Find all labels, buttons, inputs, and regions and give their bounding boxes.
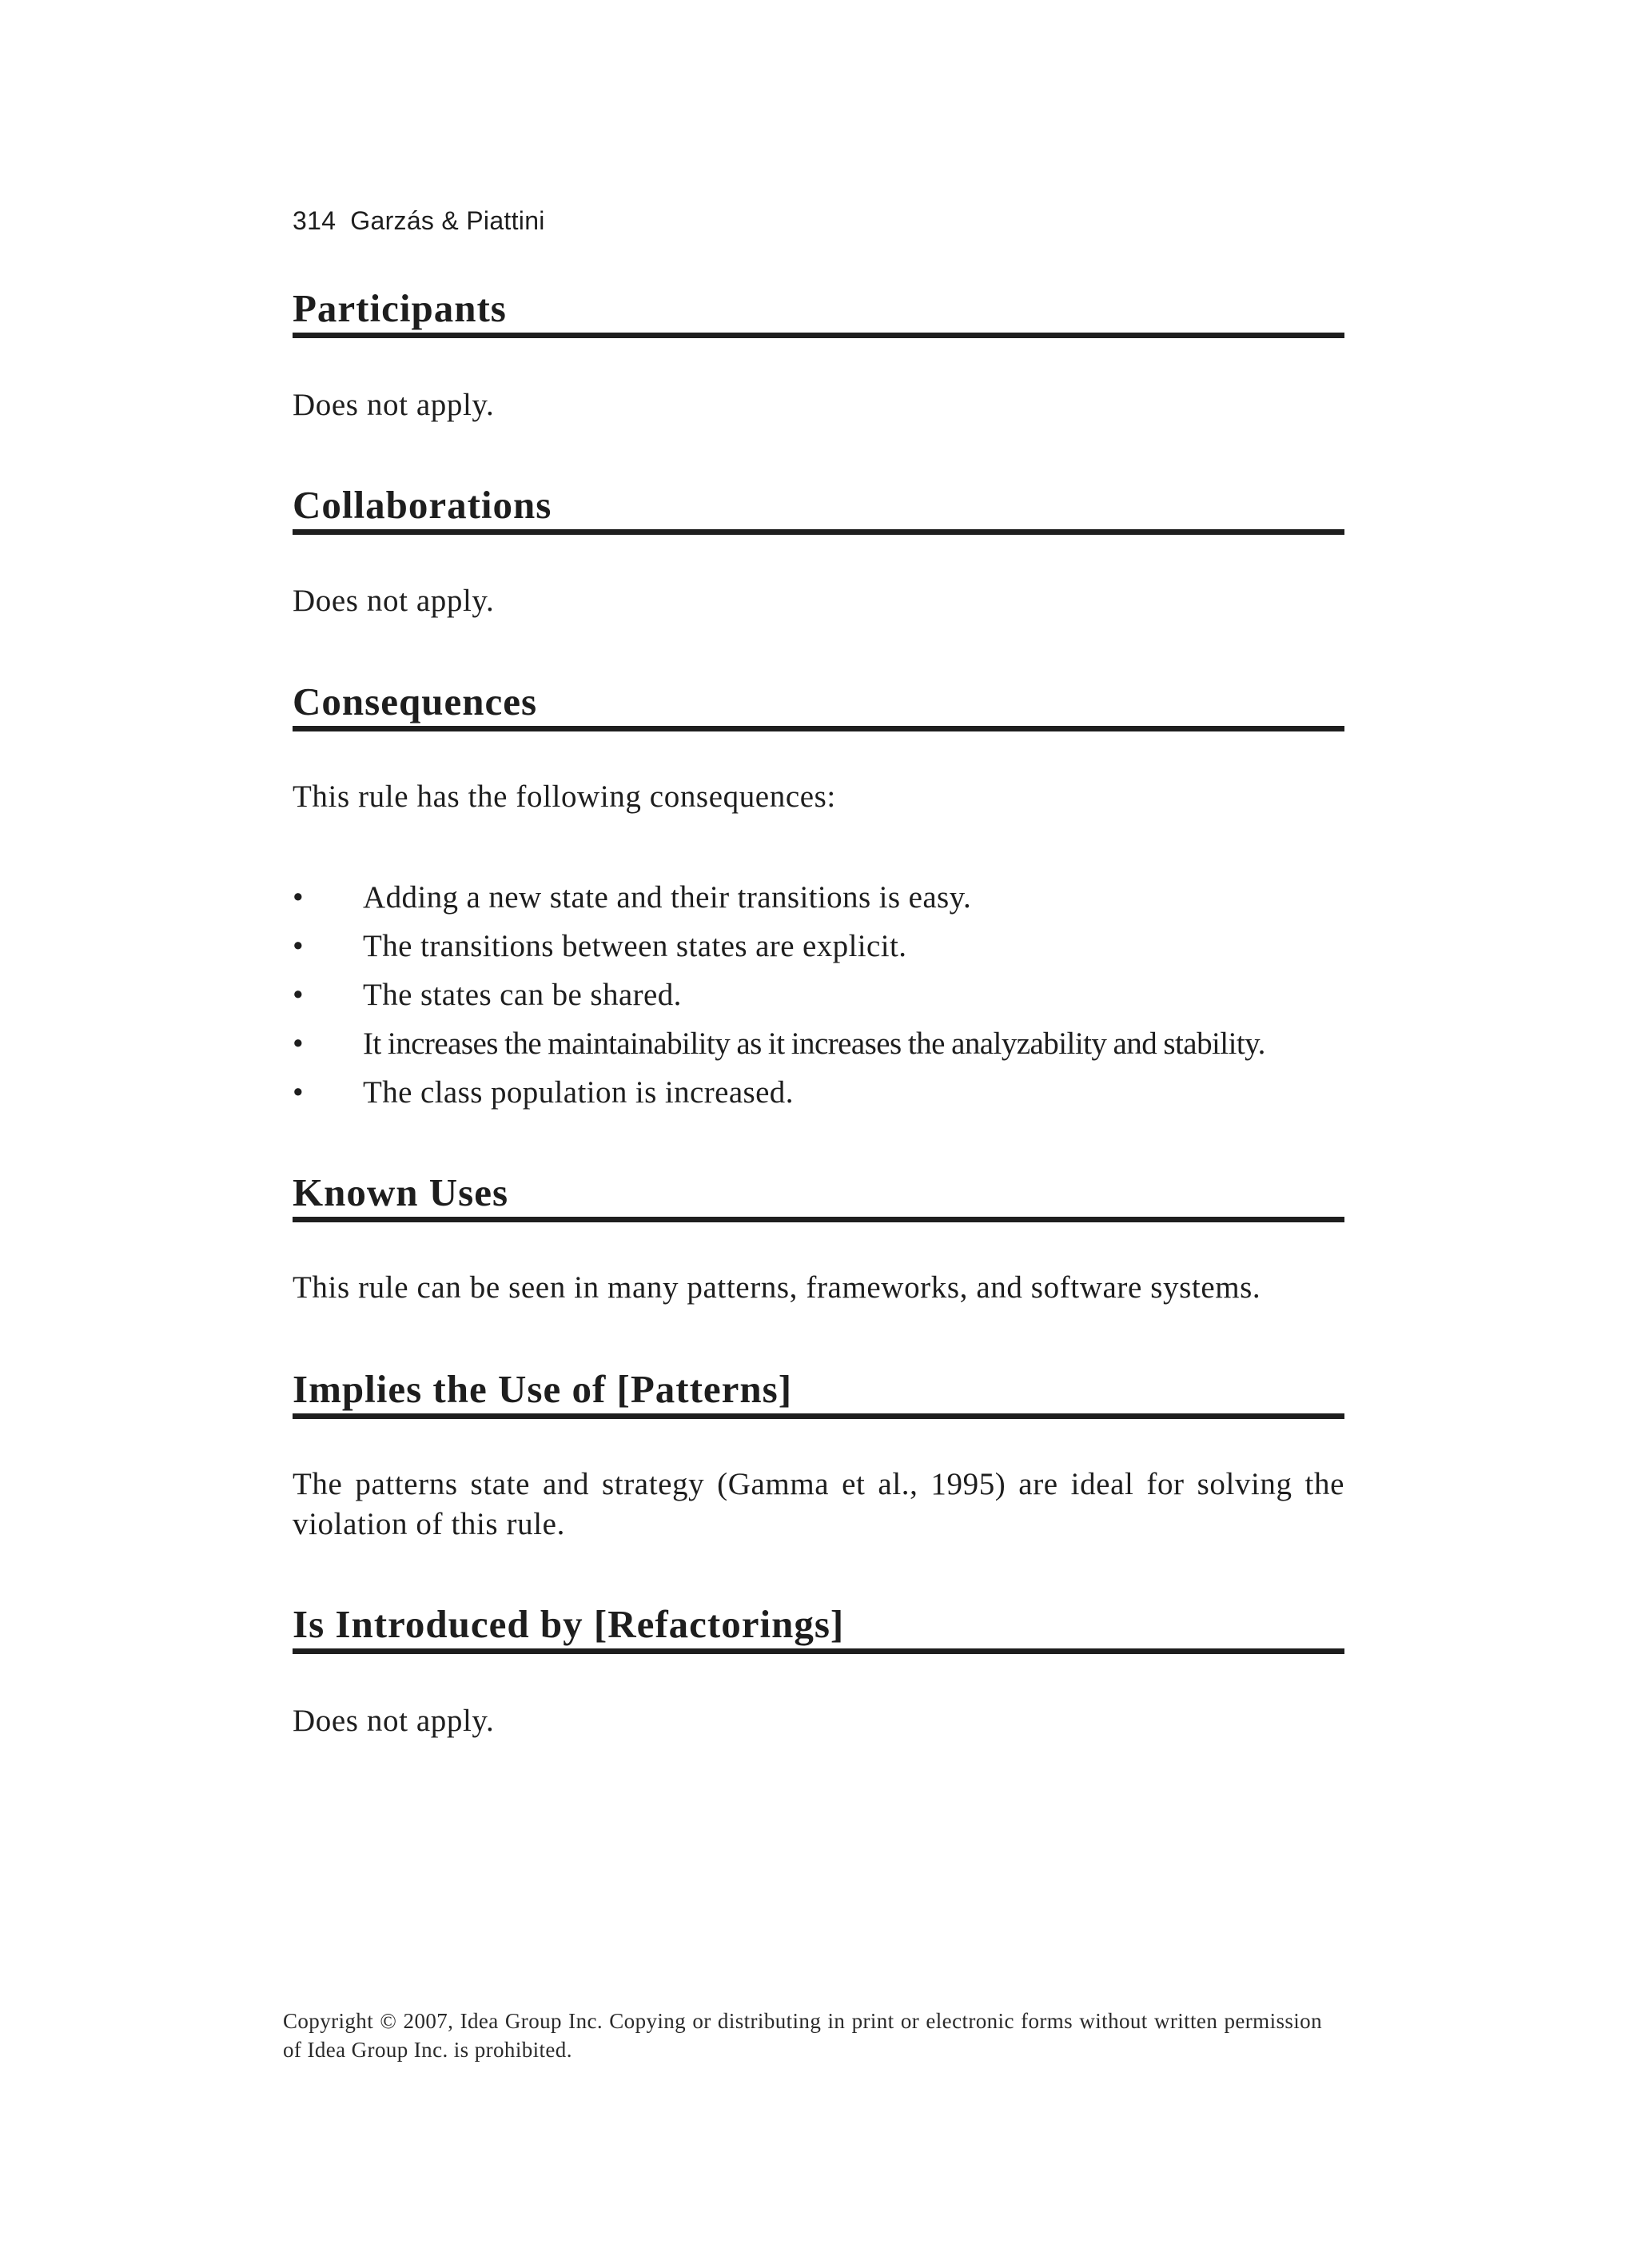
list-item [293,1019,1344,1068]
list-item [293,922,1344,971]
section-implies-patterns [293,1367,1344,1419]
section-text: Does not apply. [293,584,495,618]
section-introduced-by-body [293,1701,1344,1741]
section-consequences-body [293,777,1344,817]
section-collaborations-body [293,581,1344,621]
list-item [293,873,1344,922]
bullet-marker: • [293,1075,305,1110]
running-head [293,206,545,236]
section-participants [293,286,1344,338]
section-text: Does not apply. [293,1704,495,1738]
section-heading: Participants [293,286,1344,338]
list-item-text: The class population is increased. [363,1075,794,1110]
section-consequences [293,680,1344,731]
list-item-text: The states can be shared. [363,978,682,1012]
section-known-uses-body [293,1268,1344,1308]
section-heading: Consequences [293,680,1344,731]
list-item-text: The transitions between states are explicit. [363,929,907,963]
bullet-marker: • [293,1026,304,1061]
section-heading: Is Introduced by [Refactorings] [293,1602,1344,1654]
list-item-text: It increases the maintainability as it increases the analyzability and stability. [363,1026,1265,1061]
bullet-marker: • [293,929,305,963]
section-collaborations [293,483,1344,535]
list-item-text: Adding a new state and their transitions is easy. [363,880,972,915]
page-number: 314 [293,206,337,235]
section-introduced-by [293,1602,1344,1654]
copyright-footer: Copyright © 2007, Idea Group Inc. Copying or distributing in print or electronic forms without written permission of Idea Group Inc. is prohibited. [283,2009,1322,2062]
section-text: This rule has the following consequences: [293,779,836,814]
running-head-authors: Garzás & Piattini [350,206,545,235]
section-heading: Known Uses [293,1170,1344,1222]
list-item [293,971,1344,1019]
section-participants-body [293,385,1344,425]
section-heading: Collaborations [293,483,1344,535]
section-heading: Implies the Use of [Patterns] [293,1367,1344,1419]
list-item [293,1068,1344,1117]
section-text: This rule can be seen in many patterns, frameworks, and software systems. [293,1270,1261,1305]
bullet-marker: • [293,978,305,1012]
section-implies-patterns-body [293,1465,1344,1545]
section-known-uses [293,1170,1344,1222]
section-text: The patterns state and strategy (Gamma et al., 1995) are ideal for solving the violation of this rule. [293,1467,1344,1541]
section-text: Does not apply. [293,388,495,422]
consequences-list [293,873,1344,1117]
bullet-marker: • [293,880,305,915]
